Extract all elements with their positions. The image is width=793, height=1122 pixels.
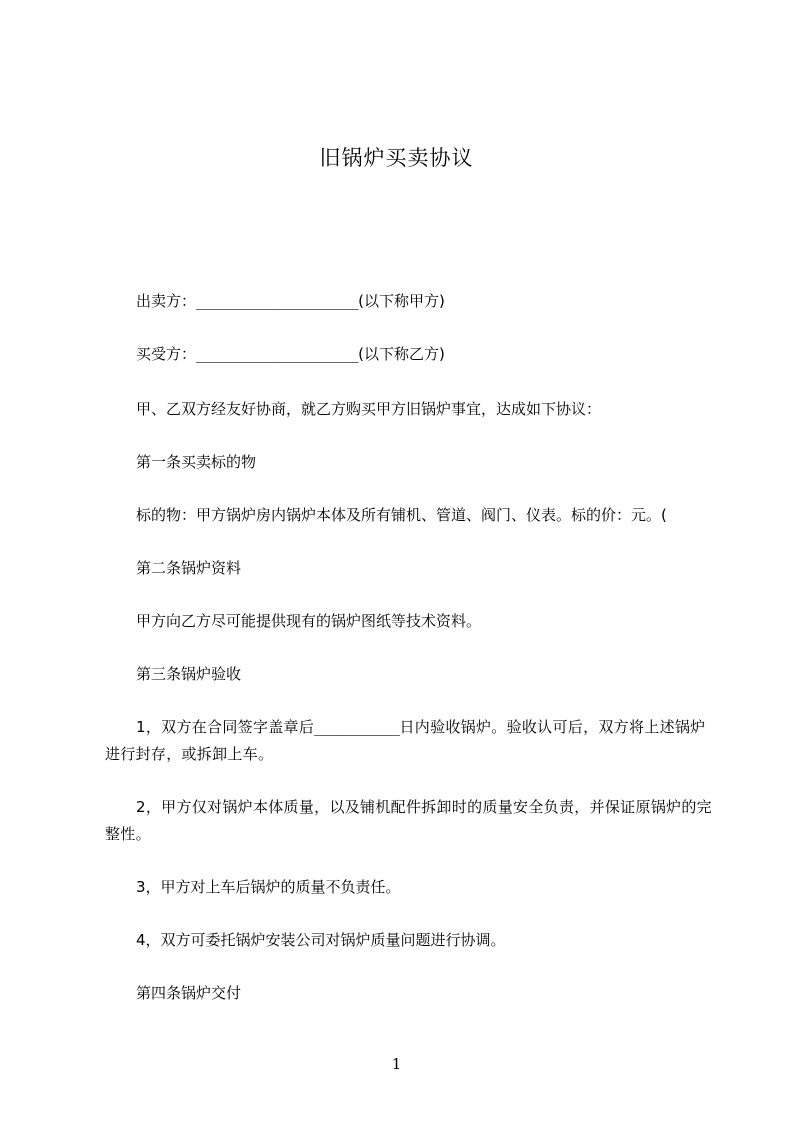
buyer-label: 买受方： <box>136 345 197 363</box>
seller-line <box>136 290 445 312</box>
seller-suffix: (以下称甲方) <box>358 292 445 310</box>
buyer-suffix: (以下称乙方) <box>358 345 445 363</box>
article4-heading: 第四条锅炉交付 <box>136 984 242 1002</box>
document-title: 旧锅炉买卖协议 <box>319 146 474 170</box>
item1-after: 日内验收锅炉。验收认可后，双方将上述锅炉进行封存，或拆卸上车。 <box>105 718 706 763</box>
buyer-line <box>136 343 445 365</box>
seller-blank: ___________________ <box>196 292 359 310</box>
article3-item-1 <box>105 714 715 768</box>
intro-text: 甲、乙双方经友好协商，就乙方购买甲方旧锅炉事宜，达成如下协议： <box>136 400 602 418</box>
article3-item-3: 3，甲方对上车后锅炉的质量不负责任。 <box>136 878 401 896</box>
item1-before: 1，双方在合同签字盖章后 <box>136 718 315 736</box>
article2-text: 甲方向乙方尽可能提供现有的锅炉图纸等技术资料。 <box>136 612 482 630</box>
article3-heading: 第三条锅炉验收 <box>136 665 242 683</box>
article1-heading: 第一条买卖标的物 <box>136 453 257 471</box>
article3-item-2: 2，甲方仅对锅炉本体质量，以及铺机配件拆卸时的质量安全负责，并保证原锅炉的完整性。 <box>105 798 712 843</box>
article3-item-4: 4，双方可委托锅炉安装公司对锅炉质量问题进行协调。 <box>136 931 506 949</box>
page-number: 1 <box>391 1055 402 1073</box>
item1-blank: __________ <box>314 718 400 736</box>
seller-label: 出卖方： <box>136 292 197 310</box>
buyer-blank: ___________________ <box>196 345 359 363</box>
article1-text: 标的物：甲方锅炉房内锅炉本体及所有铺机、管道、阀门、仪表。标的价：元。( <box>136 506 667 524</box>
article2-heading: 第二条锅炉资料 <box>136 559 242 577</box>
